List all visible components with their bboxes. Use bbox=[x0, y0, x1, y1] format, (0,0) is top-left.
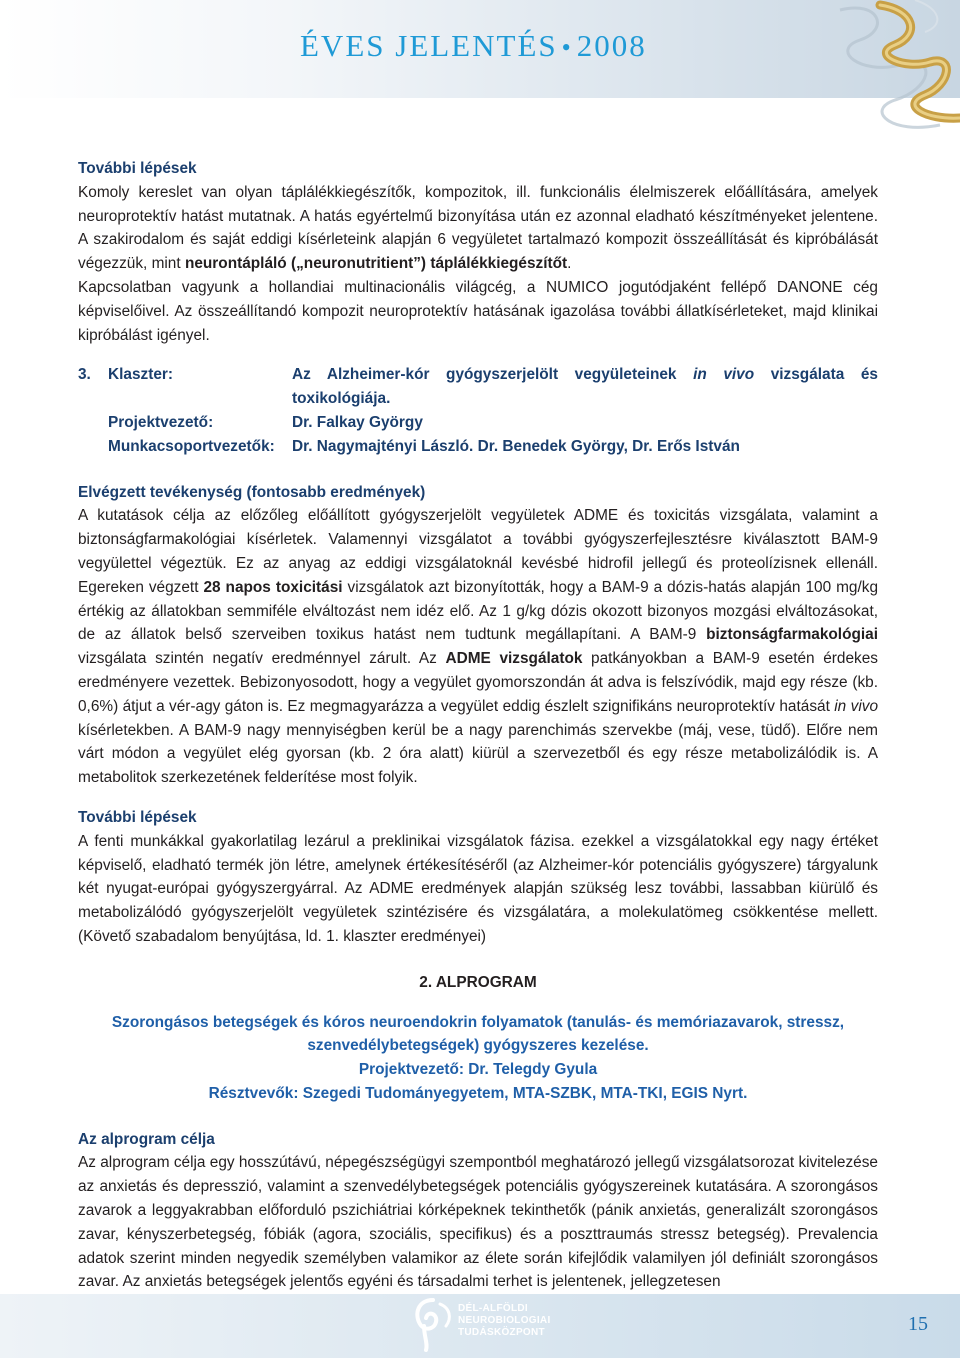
cluster-label: Klaszter: bbox=[108, 366, 174, 384]
results-text: vizsgálatok azt bizonyították, hogy a BAM-9 a dózis-hatás alapján 100 mg/kg értékig az állatokban semmiféle elváltozást nem idéz elő. Az 1 g/kg dózis okozott bizonyos mozgási elváltozásokat, de az állatok belső szerveiben toxikus hatást nem tudtunk megállapítani. A BAM-9 bbox=[78, 578, 879, 644]
results-text: A kutatások célja az előzőleg előállított gyógyszerjelölt vegyületek ADME és toxicitás vizsgálata, valamint a biztonságfarmakológiai kísérletek. Valamennyi vizsgálatot a további gyógyszerfejlesztésre kiválasztott BAM-9 vegyülettel végeztük. Ez az anyag az eddigi vizsgálatoknál kevésbé hidrofil jellegű és proteolízisnek ellenáll. Egereken végzett bbox=[78, 507, 878, 596]
subprogram-participants: Résztvevők: Szegedi Tudományegyetem, MTA-SZBK, MTA-TKI, EGIS Nyrt. bbox=[208, 1084, 748, 1102]
subprogram-subtitle: Szorongásos betegségek és kóros neuroendokrin folyamatok (tanulás- és memóriazavarok, stressz, szenvedélybetegségek) gyógyszeres kezelése. bbox=[111, 1013, 845, 1055]
safety-pharmacology-emphasis: biztonságfarmakológiai bbox=[706, 626, 878, 644]
subprogram-leader: Projektvezető: Dr. Telegdy Gyula bbox=[358, 1061, 598, 1079]
section-heading-results: Elvégzett tevékenység (fontosabb eredmények) bbox=[78, 483, 426, 501]
invivo-italic: in vivo bbox=[834, 697, 879, 715]
report-title bbox=[300, 28, 647, 64]
title-separator: • bbox=[561, 33, 573, 62]
protein-helix-illustration bbox=[820, 0, 960, 140]
report-year: 2008 bbox=[576, 28, 647, 63]
paragraph-danone: Kapcsolatban vagyunk a hollandiai multinacionális világcég, a NUMICO jogutódjaként fellépő DANONE cég képviselőivel. Az összeállítandó kompozit neuroprotektív hatásának igazolása további állatkísérleteket, majd klinikai kipróbálást igényel. bbox=[78, 278, 878, 344]
cluster-title-part: vizsgálata és toxikológiája. bbox=[292, 366, 878, 408]
paragraph-results bbox=[78, 504, 878, 790]
main-content bbox=[78, 157, 878, 1294]
paragraph-supplements-text: Komoly kereslet van olyan táplálékkiegészítők, kompozitok, ill. funkcionális élelmiszerek előállítására, amelyek neuroprotektív hatást mutatnak. A hatás egyértelmű bizonyítása után ez azonnal eladható készítményeket jelentene. A szakirodalom és saját eddigi kísérleteink alapján 6 vegyületet tartalmazó kompozit összeállítását és kipróbálását végezzük, mint bbox=[78, 183, 878, 273]
results-text: kísérletekben. A BAM-9 nagy mennyiségben kerül be a nagy parenchimás szervekbe (máj, vese, tüdő). Előre nem várt módon a vegyület elég gyorsan (kb. 2 óra alatt) kiürül a szervezetből és egy része metabolizálódik is. A metabolitok szerkezetének felderítése most folyik. bbox=[78, 721, 878, 787]
institution-logo bbox=[458, 1303, 551, 1339]
subprogram-title: 2. ALPROGRAM bbox=[419, 973, 537, 991]
page-number: 15 bbox=[908, 1313, 928, 1335]
neuronutritient-emphasis: neurontápláló („neuronutritient”) táplálékkiegészítőt bbox=[184, 255, 568, 273]
brain-logo-icon bbox=[410, 1296, 456, 1352]
cluster-number: 3. bbox=[78, 366, 91, 384]
report-title-text: ÉVES JELENTÉS bbox=[300, 28, 558, 63]
cluster-title-part: Az Alzheimer-kór gyógyszerjelölt vegyületeinek bbox=[292, 366, 694, 384]
cluster-title-invivo: in vivo bbox=[693, 366, 755, 384]
logo-line-1: DÉL-ALFÖLDI bbox=[458, 1303, 528, 1314]
results-text: patkányokban a BAM-9 esetén érdekes eredményere vezettek. Bebizonyosodott, hogy a vegyület gyomorszondán át adva is felszívódik, majd egy része (kb. 0,6%) átjut a vér-agy gáton is. Ez megmagyarázza a vegyület eddig észlelt szignifikáns neuroprotektív hatását bbox=[78, 650, 878, 715]
project-leader-label: Projektvezető: bbox=[108, 413, 214, 431]
section-heading-next-steps: További lépések bbox=[78, 160, 197, 177]
paragraph-supplements-end: . bbox=[567, 255, 572, 273]
paragraph-next-steps: A fenti munkákkal gyakorlatilag lezárul a preklinikai vizsgálatok fázisa. ezekkel a vizsgálatokkal egy nagy értéket képviselő, eladható termék jön létre, amelynek értékesítéséről (az Alzheimer-kór potenciális gyógyszere) tárgyalunk két nyugat-európai gyógyszergyárral. Az ADME eredmények alapján szükség lesz további, lassabban kiürülő és metabolizálódó gyógyszerjelölt vegyületek szintézisére és vizsgálatára, a molekulatömeg csökkentése mellett. (Követő szabadalom benyújtása, ld. 1. klaszter eredményei) bbox=[78, 832, 878, 945]
section-heading-goal: Az alprogram célja bbox=[78, 1130, 215, 1148]
results-text: vizsgálata szintén negatív eredménnyel zárult. Az bbox=[78, 650, 446, 668]
paragraph-supplements bbox=[78, 181, 878, 276]
cluster-block bbox=[78, 363, 878, 458]
logo-line-2: NEUROBIOLOGIAI bbox=[458, 1315, 551, 1326]
logo-line-3: TUDÁSKÖZPONT bbox=[458, 1327, 545, 1338]
group-leaders-names: Dr. Nagymajtényi László. Dr. Benedek György, Dr. Erős István bbox=[292, 437, 740, 455]
section-heading-next-steps-2: További lépések bbox=[78, 808, 197, 826]
cluster-title bbox=[292, 363, 878, 411]
adme-emphasis: ADME vizsgálatok bbox=[445, 650, 583, 668]
paragraph-goal: Az alprogram célja egy hosszútávú, népegészségügyi szempontból meghatározó jellegű vizsgálatsorozat kivitelezése az anxietás és depresszió, valamint a szenvedélybetegségek potenciális gyógyszereinek kutatására. A szorongásos zavarok a leggyakrabban előforduló pszichiátriai kórképeknek tekinthetők (pánik anxietás, generalizált szorongásos zavar, kényszerbetegség, fóbiák (agora, szociális, specifikus) és a poszttraumás stressz betegség). Prevalencia adatok szerint minden negyedik személyben valamikor az élete során kifejlődik valamilyen jól definiált szorongásos zavar. Az anxietás betegségek jelentős egyéni és társadalmi terhet is jelentenek, jellegzetesen bbox=[78, 1154, 878, 1291]
group-leaders-label: Munkacsoportvezetők: bbox=[108, 437, 275, 455]
project-leader-name: Dr. Falkay György bbox=[292, 413, 423, 431]
toxicity-emphasis: 28 napos toxicitási bbox=[203, 578, 343, 596]
